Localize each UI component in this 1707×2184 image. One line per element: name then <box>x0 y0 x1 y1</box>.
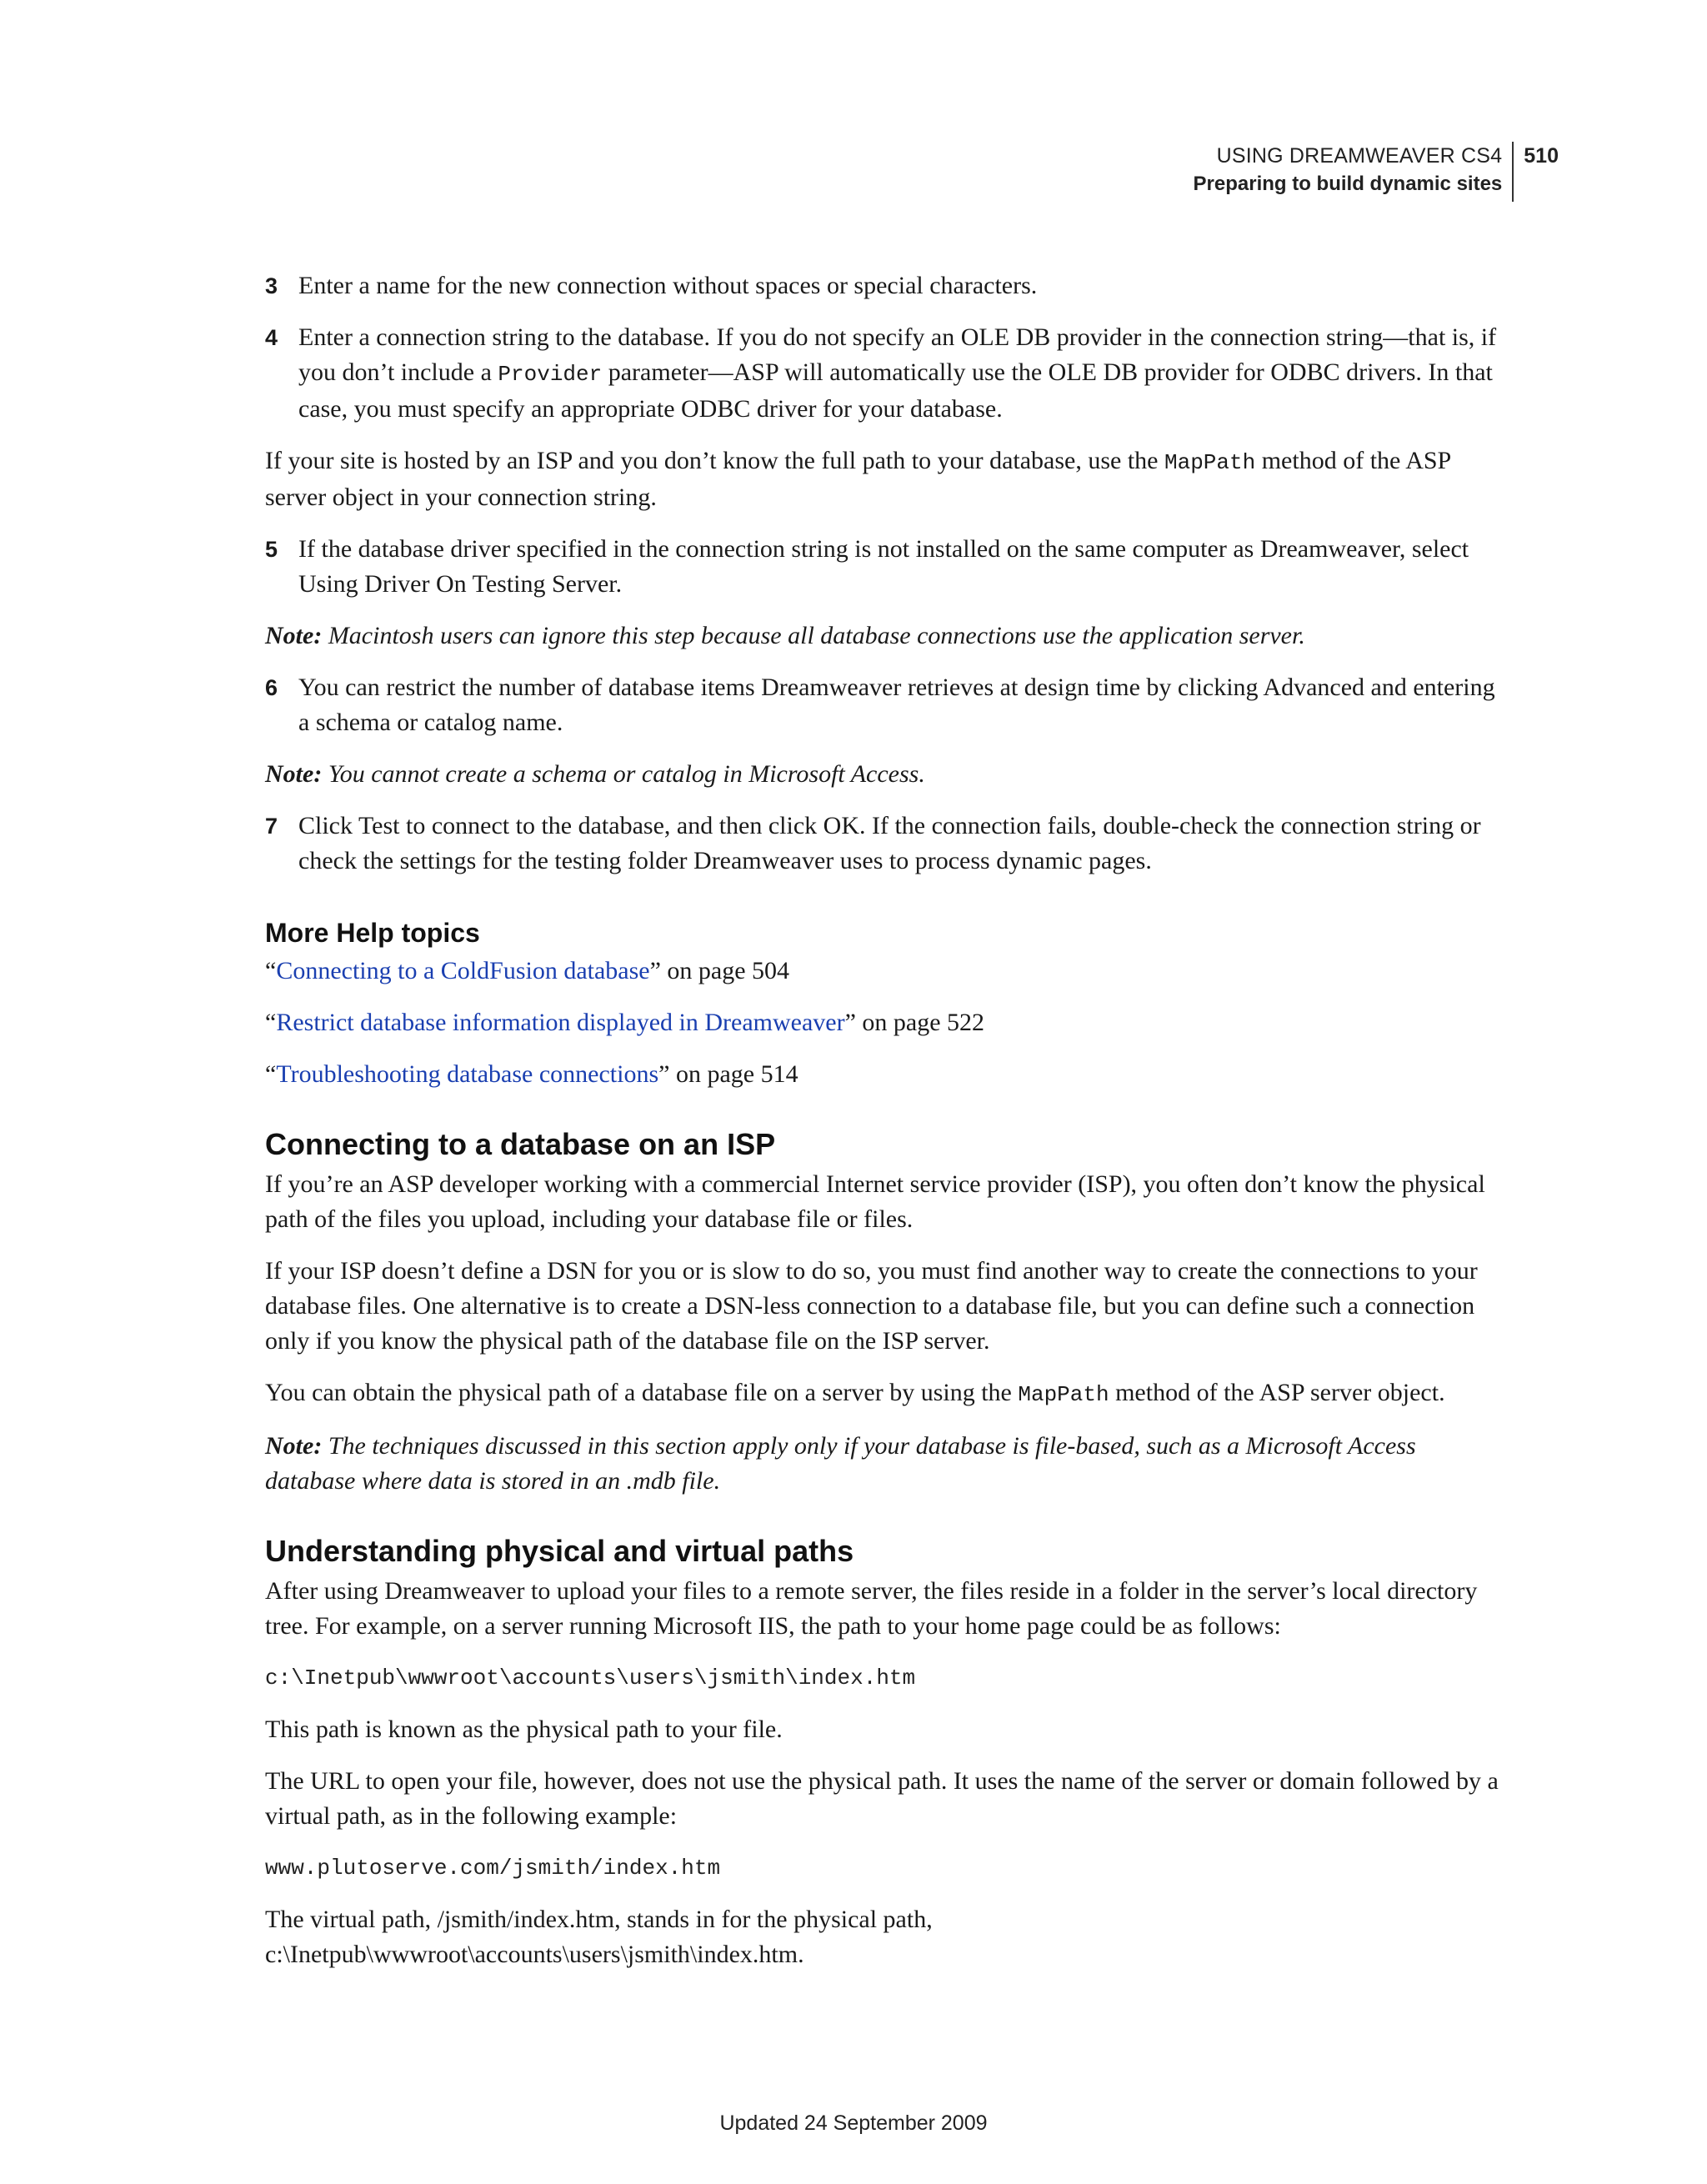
paragraph: If you’re an ASP developer working with a commercial Internet service provider (ISP), you often don’t know the physical path of the files you upload, including your database file or files. <box>265 1170 1485 1233</box>
footer-updated: Updated 24 September 2009 <box>719 2111 988 2135</box>
step-text: Enter a name for the new connection without spaces or special characters. <box>298 272 1038 299</box>
related-topic-page: ” on page 522 <box>844 1009 985 1036</box>
note <box>265 757 1499 792</box>
paragraph-mappath <box>265 443 1499 515</box>
paragraph: This path is known as the physical path to your file. <box>265 1716 783 1743</box>
note-text: The techniques discussed in this section apply only if your database is file-based, such as a Microsoft Access database where data is stored in an .mdb file. <box>265 1432 1416 1495</box>
related-topic <box>265 1057 1499 1092</box>
note <box>265 1429 1499 1499</box>
step-6 <box>265 670 1499 740</box>
code-virtual-path: www.plutoserve.com/jsmith/index.htm <box>265 1856 721 1881</box>
header-chapter: Preparing to build dynamic sites <box>1193 173 1503 195</box>
inline-code: MapPath <box>1164 450 1256 475</box>
step-text <box>298 320 1499 427</box>
paragraph-line: The virtual path, /jsmith/index.htm, stands in for the physical path, <box>265 1906 933 1933</box>
note-label: Note: <box>265 1432 323 1460</box>
related-topic <box>265 1005 1499 1040</box>
paragraph-line: c:\Inetpub\wwwroot\accounts\users\jsmith\index.htm. <box>265 1941 804 1968</box>
note <box>265 619 1499 654</box>
step-number: 7 <box>265 814 278 839</box>
step-4 <box>265 320 1499 427</box>
page-number: 510 <box>1524 144 1559 168</box>
related-topic <box>265 954 1499 989</box>
paragraph <box>265 1375 1499 1412</box>
step-text: You can restrict the number of database items Dreamweaver retrieves at design time by clicking Advanced and entering a schema or catalog name. <box>298 674 1495 736</box>
inline-code: Provider <box>498 362 603 387</box>
header-text <box>1194 142 1514 202</box>
step-text: If the database driver specified in the connection string is not installed on the same computer as Dreamweaver, select Using Driver On Testing Server. <box>298 535 1469 598</box>
note-label: Note: <box>265 622 323 649</box>
step-text: Click Test to connect to the database, and then click OK. If the connection fails, double-check the connection string or check the settings for the testing folder Dreamweaver uses to process dynamic pages. <box>298 812 1481 874</box>
related-topic-link[interactable]: Restrict database information displayed in Dreamweaver <box>276 1009 845 1036</box>
related-topic-page: ” on page 514 <box>658 1060 798 1088</box>
section-heading-paths: Understanding physical and virtual paths <box>265 1534 854 1568</box>
paragraph-part: method of the ASP server object in your connection string. <box>265 447 1451 511</box>
step-7 <box>265 809 1499 879</box>
code-physical-path: c:\Inetpub\wwwroot\accounts\users\jsmith\index.htm <box>265 1666 916 1691</box>
paragraph: After using Dreamweaver to upload your files to a remote server, the files reside in a folder in the server’s local directory tree. For example, on a server running Microsoft IIS, the path to your home page could be as follows: <box>265 1577 1478 1640</box>
paragraph-part: If your site is hosted by an ISP and you don’t know the full path to your database, use the <box>265 447 1164 474</box>
step-text-part: Enter a connection string to the database. If you do not specify an OLE DB provider in the connection string—that is, if you don’t include a <box>298 323 1497 386</box>
running-header <box>1194 142 1559 202</box>
paragraph <box>265 1902 1499 1972</box>
quote-open: “ <box>265 957 277 984</box>
step-5 <box>265 532 1499 602</box>
note-label: Note: <box>265 760 323 788</box>
paragraph-part: You can obtain the physical path of a database file on a server by using the <box>265 1379 1019 1406</box>
paragraph: If your ISP doesn’t define a DSN for you or is slow to do so, you must find another way to create the connections to your database files. One alternative is to create a DSN-less connection to a database file, but you can define such a connection only if you know the physical path of the database file on the ISP server. <box>265 1257 1478 1355</box>
inline-code: MapPath <box>1018 1382 1109 1407</box>
section-heading-isp: Connecting to a database on an ISP <box>265 1127 776 1161</box>
note-text: Macintosh users can ignore this step because all database connections use the application server. <box>322 622 1305 649</box>
paragraph: The URL to open your file, however, does not use the physical path. It uses the name of the server or domain followed by a virtual path, as in the following example: <box>265 1767 1499 1830</box>
related-topic-link[interactable]: Troubleshooting database connections <box>276 1060 659 1088</box>
step-number: 5 <box>265 537 278 562</box>
paragraph-part: method of the ASP server object. <box>1109 1379 1445 1406</box>
quote-open: “ <box>265 1060 277 1088</box>
more-help-title: More Help topics <box>265 918 480 948</box>
step-3 <box>265 268 1499 303</box>
related-topic-page: ” on page 504 <box>649 957 790 984</box>
step-number: 4 <box>265 325 278 350</box>
related-topic-link[interactable]: Connecting to a ColdFusion database <box>276 957 650 984</box>
note-text: You cannot create a schema or catalog in Microsoft Access. <box>322 760 925 788</box>
header-product: USING DREAMWEAVER CS4 <box>1216 144 1503 168</box>
quote-open: “ <box>265 1009 277 1036</box>
page-content <box>265 268 1499 1989</box>
step-number: 6 <box>265 675 278 700</box>
step-number: 3 <box>265 273 278 298</box>
step-text-part: parameter—ASP will automatically use the OLE DB provider for ODBC drivers. In that case, you must specify an appropriate ODBC driver for your database. <box>298 358 1493 423</box>
